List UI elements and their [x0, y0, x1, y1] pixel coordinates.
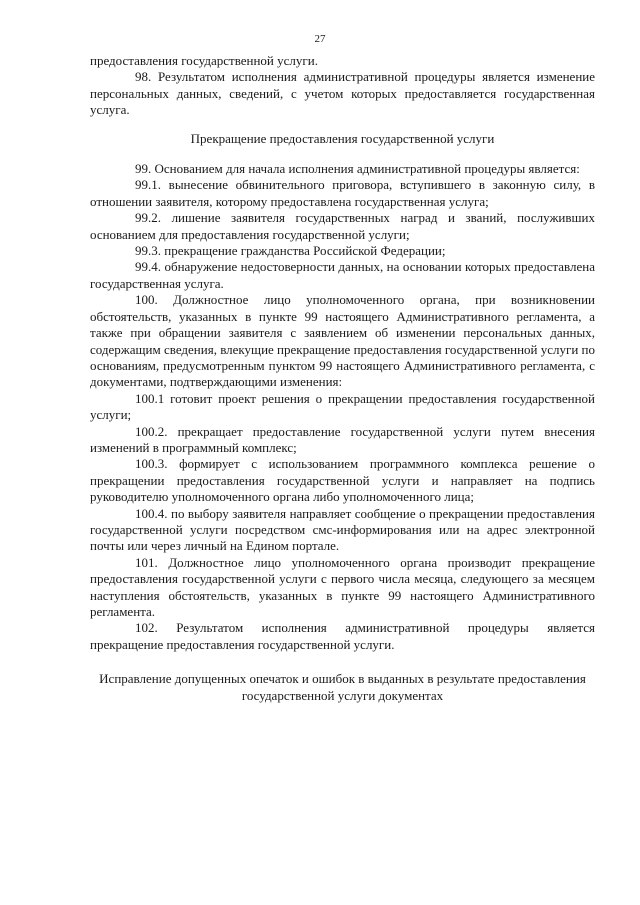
- paragraph-100-1: 100.1 готовит проект решения о прекращении предоставления государственной услуги;: [90, 390, 595, 423]
- paragraph-100-4: 100.4. по выбору заявителя направляет сообщение о прекращении предоставления государственной услуги посредством смс-информирования или на адрес электронной почты или через личный на Едином портале.: [90, 505, 595, 554]
- paragraph-99-1: 99.1. вынесение обвинительного приговора, вступившего в законную силу, в отношении заявителя, которому предоставлена государственная услуга;: [90, 177, 595, 209]
- document-body: [90, 53, 595, 704]
- paragraph-99-4: 99.4. обнаружение недостоверности данных, на основании которых предоставлена государственная услуга.: [90, 259, 595, 291]
- paragraph-continuation: предоставления государственной услуги.: [90, 53, 318, 68]
- paragraph-99-2: 99.2. лишение заявителя государственных наград и званий, послуживших основанием для предоставления государственной услуги;: [90, 210, 595, 242]
- section-heading-termination: Прекращение предоставления государственной услуги: [190, 130, 495, 146]
- paragraph-102: 102. Результатом исполнения административной процедуры является прекращение предоставления государственной услуги.: [90, 620, 595, 652]
- paragraph-98: 98. Результатом исполнения административной процедуры является изменение персональных данных, сведений, с учетом которых предоставляется государственная услуга.: [90, 69, 595, 118]
- paragraph-100-3: 100.3. формирует с использованием программного комплекса решение о прекращении предоставления государственной услуги и направляет на подпись руководителю уполномоченного органа либо уполномоченного лица;: [90, 456, 595, 505]
- paragraph-100-2: 100.2. прекращает предоставление государственной услуги путем внесения изменений в программный комплекс;: [90, 423, 595, 455]
- paragraph-100: 100. Должностное лицо уполномоченного органа, при возникновении обстоятельств, указанных в пункте 99 настоящего Административного регламента, а также при обращении заявителя с заявлением об изменении персональных данных, содержащим сведения, влекущие прекращение предоставления государственной услуги по основаниям, предусмотренным пунктом 99 настоящего Административного регламента, с документами, подтверждающими изменения:: [90, 292, 595, 390]
- paragraph-99-3: 99.3. прекращение гражданства Российской Федерации;: [135, 243, 446, 259]
- paragraph-99: 99. Основанием для начала исполнения административной процедуры является:: [135, 161, 580, 177]
- page-number: 27: [314, 33, 326, 45]
- paragraph-101: 101. Должностное лицо уполномоченного органа производит прекращение предоставления государственной услуги с первого числа месяца, следующего за месяцем наступления обстоятельств, указанных в пункте 99 настоящего Административного регламента.: [90, 554, 595, 619]
- section-heading-corrections: Исправление допущенных опечаток и ошибок в выданных в результате предоставления государственной услуги документах: [99, 671, 586, 703]
